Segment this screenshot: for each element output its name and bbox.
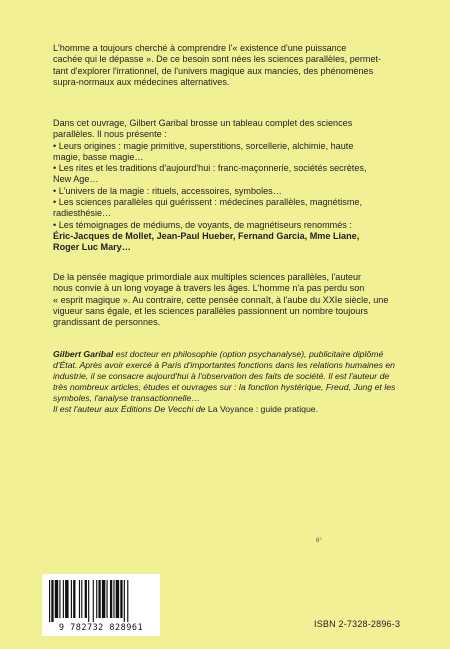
conclusion-line: grandissant de personnes. bbox=[53, 317, 161, 328]
bio-line bbox=[53, 404, 425, 415]
content-line: • Leurs origines : magie primitive, superstitions, sorcellerie, alchimie, haute bbox=[53, 140, 354, 151]
barcode bbox=[42, 574, 160, 636]
bio-line-text: est docteur en philosophie (option psychanalyse), publicitaire diplômé bbox=[113, 349, 384, 359]
print-mark: 6° bbox=[316, 538, 322, 544]
bio-line: symboles, l'analyse transactionnelle… bbox=[53, 392, 201, 403]
content-paragraph bbox=[53, 118, 425, 254]
barcode-bar bbox=[63, 580, 64, 618]
barcode-bar bbox=[110, 580, 112, 618]
content-line: • L'univers de la magie : rituels, accessoires, symboles… bbox=[53, 185, 282, 196]
barcode-bar bbox=[107, 580, 108, 618]
content-line: New Age… bbox=[53, 174, 99, 185]
barcode-bar bbox=[85, 580, 87, 618]
barcode-bar bbox=[49, 580, 50, 622]
barcode-bar bbox=[102, 580, 105, 618]
bio-line: industrie, il se consacre aujourd'hui à l'observation des faits de société. Il est l'auteur de bbox=[53, 370, 390, 381]
barcode-bar bbox=[71, 580, 72, 618]
barcode-bar bbox=[127, 580, 128, 622]
bio-line: d'État. Après avoir exercé à Paris d'importantes fonctions dans les relations humaines en bbox=[53, 359, 395, 370]
author-name: Gilbert Garibal bbox=[53, 349, 114, 359]
conclusion-line: « esprit magique ». Au contraire, cette pensée connaît, à l'aube du XXIe siècle, une bbox=[53, 294, 389, 305]
bio-book-title: La Voyance : guide pratique. bbox=[207, 403, 319, 414]
content-line: parallèles. Il nous présente : bbox=[53, 129, 167, 140]
bio-line bbox=[53, 349, 425, 360]
barcode-bar bbox=[120, 580, 122, 618]
author-bio bbox=[53, 349, 425, 414]
barcode-bar bbox=[65, 580, 68, 618]
barcode-bar bbox=[73, 580, 75, 618]
testimony-names-line: Roger Luc Mary… bbox=[53, 242, 131, 253]
conclusion-line: nous convie à un long voyage à travers les âges. L'homme n'a pas perdu son bbox=[53, 283, 365, 294]
barcode-bar bbox=[79, 580, 80, 618]
isbn-text: ISBN 2-7328-2896-3 bbox=[314, 619, 401, 629]
barcode-bar bbox=[96, 580, 97, 618]
barcode-bar bbox=[55, 580, 58, 618]
barcode-bar bbox=[93, 580, 94, 622]
barcode-bars bbox=[49, 580, 153, 622]
content-line: magie, basse magie… bbox=[53, 151, 144, 162]
barcode-bar bbox=[98, 580, 100, 618]
intro-line: L'homme a toujours cherché à comprendre l'« existence d'une puissance bbox=[53, 43, 347, 53]
intro-paragraph bbox=[53, 43, 425, 88]
barcode-bar bbox=[88, 580, 89, 622]
conclusion-paragraph bbox=[53, 272, 425, 328]
content-line: • Les sciences parallèles qui guérissent : médecines parallèles, magnétisme, bbox=[53, 197, 362, 208]
content-line: radiesthésie… bbox=[53, 208, 112, 219]
testimony-names-line: Éric-Jacques de Mollet, Jean-Paul Hueber, Fernand Garcia, Mme Liane, bbox=[53, 230, 360, 241]
barcode-bar bbox=[59, 580, 60, 618]
barcode-bar bbox=[124, 580, 125, 622]
barcode-bar bbox=[51, 580, 53, 622]
content-line: Dans cet ouvrage, Gilbert Garibal brosse un tableau complet des sciences bbox=[53, 118, 353, 128]
barcode-bar bbox=[81, 580, 82, 618]
bio-line: très nombreux articles, études et ouvrages sur : la fonction hystérique, Freud, Jung et les bbox=[53, 381, 396, 392]
barcode-bar bbox=[113, 580, 114, 618]
barcode-bar bbox=[116, 580, 119, 618]
intro-line: supra-normaux aux médecines alternatives. bbox=[53, 76, 230, 87]
bio-publisher-text: Il est l'auteur aux Éditions De Vecchi de bbox=[53, 403, 208, 414]
intro-line: cachée qui le dépasse ». De ce besoin sont nées les sciences parallèles, permet- bbox=[53, 54, 382, 65]
intro-line: tant d'explorer l'irrationnel, de l'univers magique aux mancies, des phénomènes bbox=[53, 65, 374, 76]
barcode-number: 9 782732 828961 bbox=[58, 623, 144, 633]
content-line: • Les témoignages de médiums, de voyants, de magnétiseurs renommés : bbox=[53, 219, 352, 230]
conclusion-line: De la pensée magique primordiale aux multiples sciences parallèles, l'auteur bbox=[53, 272, 362, 282]
conclusion-line: vigueur sans égale, et les sciences parallèles passionnent un nombre toujours bbox=[53, 305, 368, 316]
content-line: • Les rites et les traditions d'aujourd'hui : franc-maçonnerie, sociétés secrètes, bbox=[53, 163, 367, 174]
